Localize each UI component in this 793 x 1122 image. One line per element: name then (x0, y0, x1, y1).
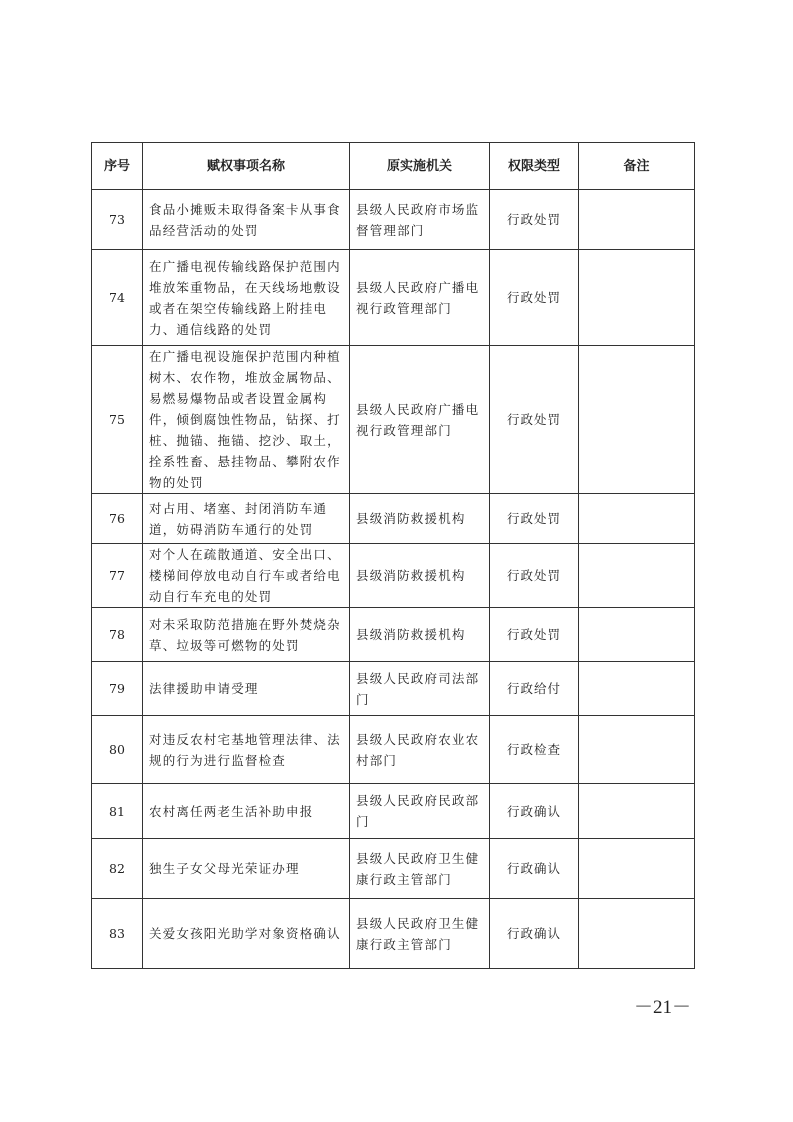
table-row (92, 899, 695, 969)
row-item-name: 对个人在疏散通道、安全出口、楼梯间停放电动自行车或者给电动自行车充电的处罚 (143, 544, 350, 608)
row-remarks (579, 544, 695, 608)
row-type: 行政给付 (490, 662, 579, 716)
row-remarks (579, 839, 695, 899)
header-serial: 序号 (92, 143, 143, 190)
row-type: 行政处罚 (490, 250, 579, 346)
row-item-name: 对占用、堵塞、封闭消防车通道，妨碍消防车通行的处罚 (143, 494, 350, 544)
row-remarks (579, 784, 695, 839)
row-type: 行政处罚 (490, 544, 579, 608)
row-agency: 县级人民政府卫生健康行政主管部门 (350, 899, 490, 969)
row-serial: 77 (92, 544, 143, 608)
row-type: 行政检查 (490, 716, 579, 784)
row-type: 行政确认 (490, 784, 579, 839)
row-item-name: 对违反农村宅基地管理法律、法规的行为进行监督检查 (143, 716, 350, 784)
table-row (92, 346, 695, 494)
row-agency: 县级人民政府市场监督管理部门 (350, 190, 490, 250)
table-row (92, 190, 695, 250)
row-agency: 县级消防救援机构 (350, 608, 490, 662)
table-row (92, 784, 695, 839)
row-type: 行政处罚 (490, 190, 579, 250)
row-serial: 78 (92, 608, 143, 662)
row-item-name: 食品小摊贩未取得备案卡从事食品经营活动的处罚 (143, 190, 350, 250)
row-remarks (579, 716, 695, 784)
row-serial: 83 (92, 899, 143, 969)
authority-table (91, 142, 695, 969)
row-agency: 县级人民政府广播电视行政管理部门 (350, 346, 490, 494)
table-header-row (92, 143, 695, 190)
row-item-name: 农村离任两老生活补助申报 (143, 784, 350, 839)
row-agency: 县级人民政府民政部门 (350, 784, 490, 839)
row-serial: 76 (92, 494, 143, 544)
row-remarks (579, 190, 695, 250)
page-number: －21－ (634, 997, 692, 1018)
row-item-name: 对未采取防范措施在野外焚烧杂草、垃圾等可燃物的处罚 (143, 608, 350, 662)
row-item-name: 独生子女父母光荣证办理 (143, 839, 350, 899)
table-row (92, 608, 695, 662)
table-row (92, 716, 695, 784)
row-serial: 79 (92, 662, 143, 716)
table-row (92, 544, 695, 608)
row-type: 行政处罚 (490, 494, 579, 544)
row-remarks (579, 608, 695, 662)
row-remarks (579, 346, 695, 494)
row-item-name: 法律援助申请受理 (143, 662, 350, 716)
row-agency: 县级人民政府司法部门 (350, 662, 490, 716)
row-agency: 县级人民政府卫生健康行政主管部门 (350, 839, 490, 899)
table-row (92, 839, 695, 899)
row-type: 行政处罚 (490, 608, 579, 662)
row-serial: 81 (92, 784, 143, 839)
header-original-agency: 原实施机关 (350, 143, 490, 190)
row-serial: 75 (92, 346, 143, 494)
row-item-name: 在广播电视传输线路保护范围内堆放笨重物品，在天线场地敷设或者在架空传输线路上附挂电力、通信线路的处罚 (143, 250, 350, 346)
row-agency: 县级人民政府农业农村部门 (350, 716, 490, 784)
row-serial: 80 (92, 716, 143, 784)
row-remarks (579, 494, 695, 544)
row-remarks (579, 250, 695, 346)
row-serial: 82 (92, 839, 143, 899)
table-row (92, 494, 695, 544)
header-item-name: 赋权事项名称 (143, 143, 350, 190)
table-row (92, 250, 695, 346)
row-remarks (579, 662, 695, 716)
row-remarks (579, 899, 695, 969)
header-remarks: 备注 (579, 143, 695, 190)
row-agency: 县级人民政府广播电视行政管理部门 (350, 250, 490, 346)
row-item-name: 在广播电视设施保护范围内种植树木、农作物，堆放金属物品、易燃易爆物品或者设置金属构件，倾倒腐蚀性物品，钻探、打桩、抛锚、拖锚、挖沙、取土，拴系牲畜、悬挂物品、攀附农作物的处罚 (143, 346, 350, 494)
row-serial: 73 (92, 190, 143, 250)
row-type: 行政确认 (490, 899, 579, 969)
row-item-name: 关爱女孩阳光助学对象资格确认 (143, 899, 350, 969)
header-authority-type: 权限类型 (490, 143, 579, 190)
table-row (92, 662, 695, 716)
row-serial: 74 (92, 250, 143, 346)
row-type: 行政处罚 (490, 346, 579, 494)
row-agency: 县级消防救援机构 (350, 544, 490, 608)
row-type: 行政确认 (490, 839, 579, 899)
row-agency: 县级消防救援机构 (350, 494, 490, 544)
